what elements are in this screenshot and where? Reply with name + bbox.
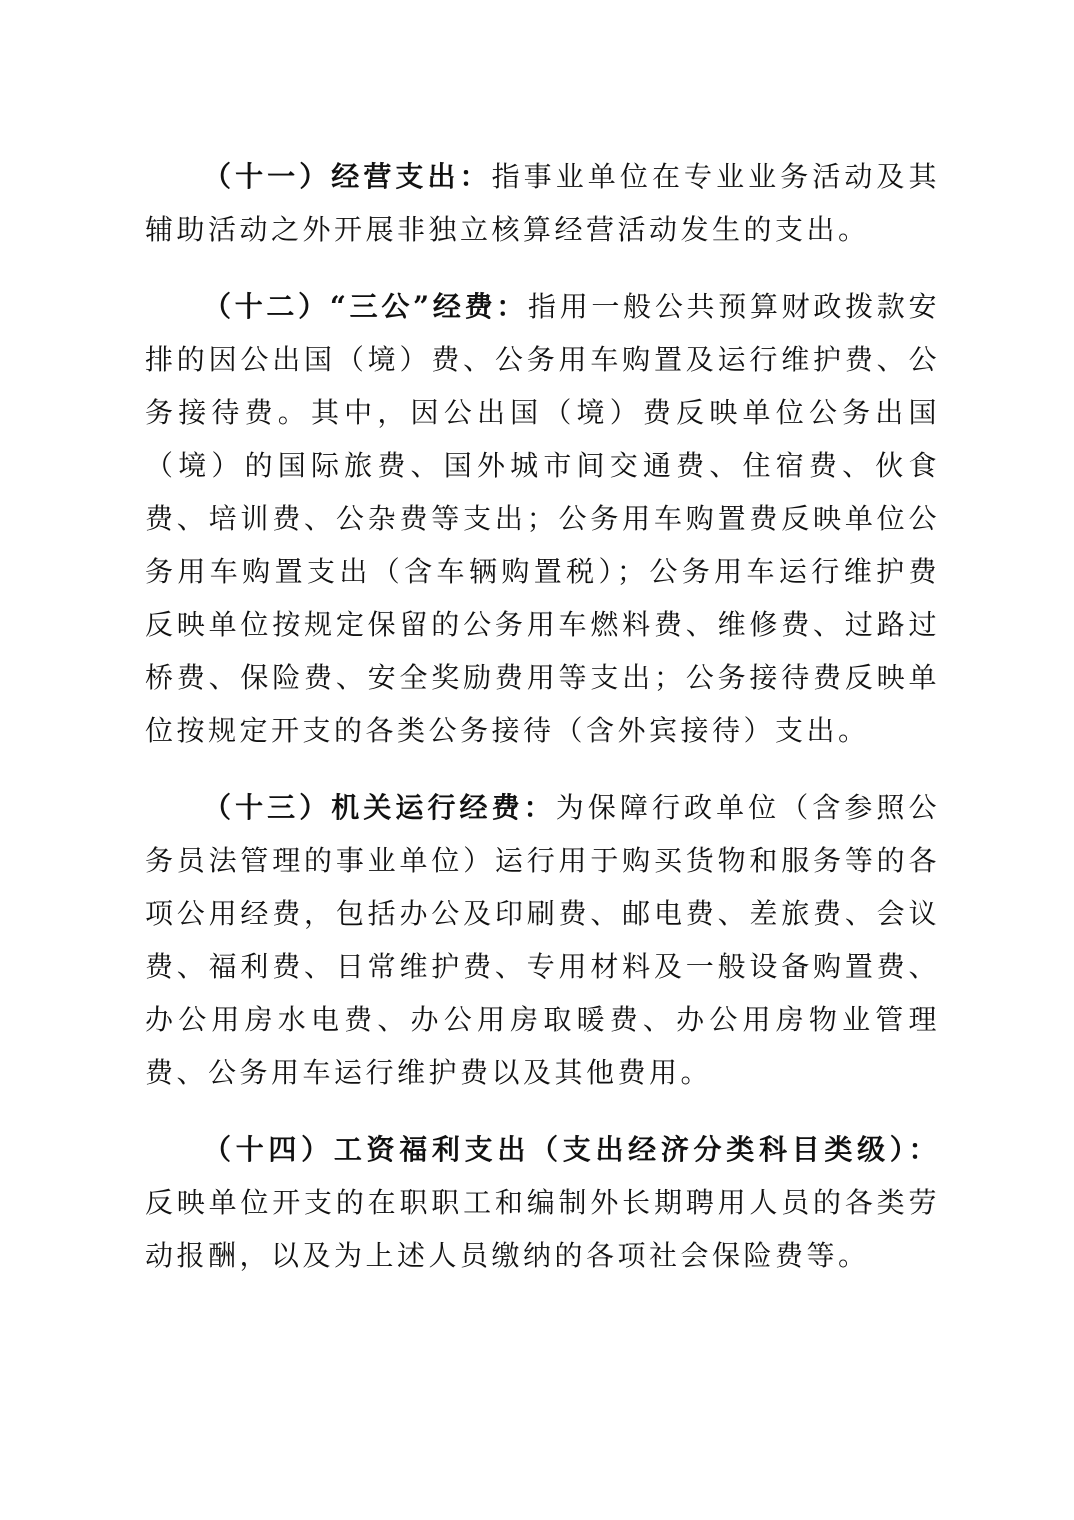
- document-body: [145, 150, 940, 1282]
- definition-wage-welfare-expenditure: 反映单位开支的在职职工和编制外长期聘用人员的各类劳动报酬，以及为上述人员缴纳的各项社会保险费等。: [145, 1186, 940, 1272]
- definition-three-public-expenses: 指用一般公共预算财政拨款安排的因公出国（境）费、公务用车购置及运行维护费、公务接待费。其中，因公出国（境）费反映单位公务出国（境）的国际旅费、国外城市间交通费、住宿费、伙食费、培训费、公杂费等支出；公务用车购置费反映单位公务用车购置支出（含车辆购置税）；公务用车运行维护费反映单位按规定保留的公务用车燃料费、维修费、过路过桥费、保险费、安全奖励费用等支出；公务接待费反映单位按规定开支的各类公务接待（含外宾接待）支出。: [145, 290, 940, 747]
- term-wage-welfare-expenditure: （十四）工资福利支出（支出经济分类科目类级）：: [203, 1133, 940, 1166]
- paragraph-operating-expenditure: [145, 150, 940, 256]
- paragraph-three-public-expenses: [145, 280, 940, 757]
- term-operating-expenditure: （十一）经营支出：: [203, 160, 492, 193]
- term-three-public-expenses: （十二）“三公”经费：: [203, 290, 528, 323]
- definition-agency-operating-funds: 为保障行政单位（含参照公务员法管理的事业单位）运行用于购买货物和服务等的各项公用经费，包括办公及印刷费、邮电费、差旅费、会议费、福利费、日常维护费、专用材料及一般设备购置费、办公用房水电费、办公用房取暖费、办公用房物业管理费、公务用车运行维护费以及其他费用。: [145, 791, 940, 1089]
- paragraph-wage-welfare-expenditure: [145, 1123, 940, 1282]
- definition-operating-expenditure: 指事业单位在专业业务活动及其辅助活动之外开展非独立核算经营活动发生的支出。: [145, 160, 940, 246]
- term-agency-operating-funds: （十三）机关运行经费：: [203, 791, 556, 824]
- paragraph-agency-operating-funds: [145, 781, 940, 1099]
